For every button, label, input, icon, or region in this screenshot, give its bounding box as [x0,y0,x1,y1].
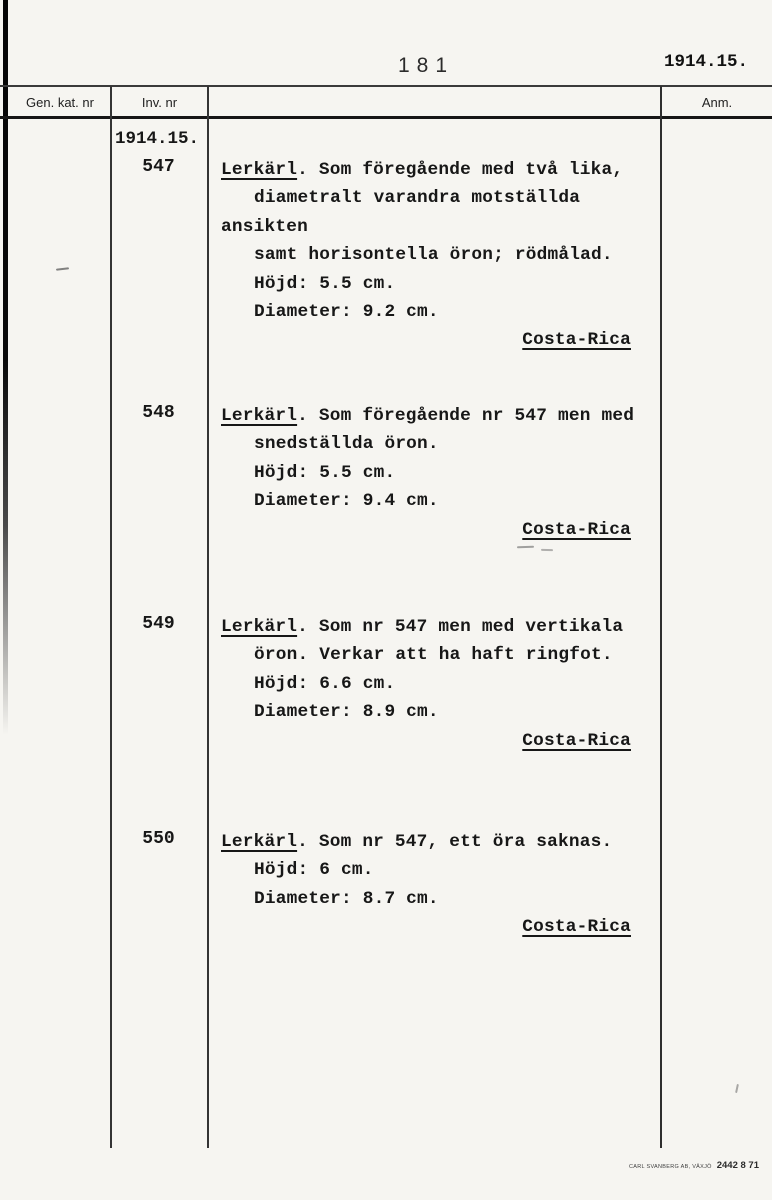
column-header-anm: Anm. [701,95,733,110]
table-header-top-rule [0,85,772,87]
entry-origin [221,727,673,755]
entry-description [221,828,673,942]
entry-origin [221,326,673,354]
header-year-reference: 1914.15. [664,52,749,72]
table-header-bottom-rule [0,116,772,119]
page-number: 181 [398,54,455,77]
entry-origin [221,516,673,544]
column-divider-inv-nr [207,86,209,1148]
entry-term: Lerkärl [221,617,298,637]
scanned-book-edge [3,0,8,750]
entry-origin-text: Costa-Rica [522,730,631,751]
entry-first-line: Lerkärl. Som nr 547, ett öra saknas. [221,832,613,852]
entry-origin [221,913,673,941]
entry-line: Diameter: 8.7 cm. [254,888,439,909]
entry-line: samt horisontella öron; rödmålad. [254,245,613,266]
entry-first-line: Lerkärl. Som föregående nr 547 men med [221,406,635,426]
stray-pen-mark [541,549,553,551]
stray-pen-mark [517,546,534,549]
entry-line: diametralt varandra motställda ansikten [221,188,581,237]
entry-first-line: Lerkärl. Som nr 547 men med vertikala [221,617,624,637]
entry-inventory-number: 548 [142,403,175,423]
printer-imprint-number: 2442 8 71 [716,1160,759,1171]
printer-imprint-name: CARL SVANBERG AB, VÄXJÖ [629,1164,712,1170]
entry-term: Lerkärl [221,832,298,852]
entry-line: Höjd: 6 cm. [254,860,374,881]
entry-description [221,156,673,355]
entry-origin-text: Costa-Rica [522,330,631,351]
entry-line: Diameter: 8.9 cm. [254,702,439,723]
stray-pen-mark [735,1084,739,1093]
entry-description [221,613,673,755]
column-header-gen-kat-nr: Gen. kat. nr [26,95,94,110]
entry-line: Höjd: 5.5 cm. [254,462,396,483]
entry-first-line: Lerkärl. Som föregående med två lika, [221,160,624,180]
entry-line: Diameter: 9.2 cm. [254,302,439,323]
entry-description [221,402,673,544]
entry-origin-text: Costa-Rica [522,917,631,938]
entry-line: öron. Verkar att ha haft ringfot. [254,645,613,666]
entry-origin-text: Costa-Rica [522,519,631,540]
entry-inventory-number: 550 [142,829,175,849]
printer-imprint [629,1160,759,1171]
entry-term: Lerkärl [221,160,298,180]
entry-inventory-number: 549 [142,614,175,634]
stray-pen-mark [56,267,69,270]
entry-line: snedställda öron. [254,434,439,455]
entry-term: Lerkärl [221,406,298,426]
entry-inventory-number: 547 [142,157,175,177]
entry-line: Höjd: 5.5 cm. [254,273,396,294]
column-header-inv-nr: Inv. nr [141,95,178,110]
entry-line: Diameter: 9.4 cm. [254,491,439,512]
inventory-year-label: 1914.15. [115,129,200,149]
entry-line: Höjd: 6.6 cm. [254,673,396,694]
